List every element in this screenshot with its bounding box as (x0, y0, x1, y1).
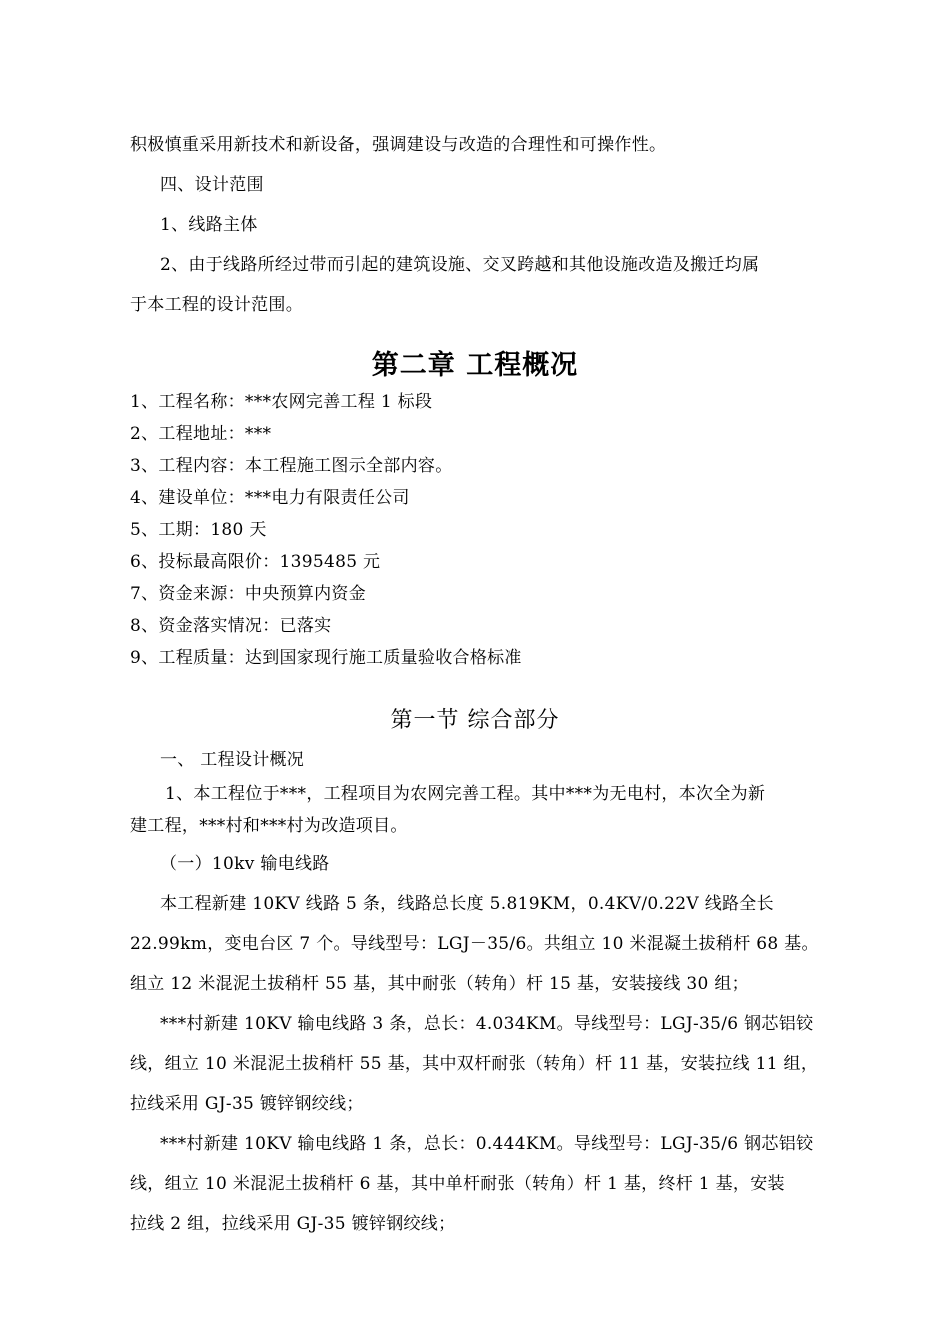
paragraph-line: 2、由于线路所经过带而引起的建筑设施、交叉跨越和其他设施改造及搬迁均属 (160, 255, 760, 275)
info-item: 9、工程质量：达到国家现行施工质量验收合格标准 (130, 648, 522, 668)
paragraph-line: ***村新建 10KV 输电线路 3 条，总长：4.034KM。导线型号：LGJ-35/6 钢芯铝铰 (160, 1014, 814, 1034)
paragraph-line: 建工程，***村和***村为改造项目。 (130, 816, 408, 836)
paragraph-line: ***村新建 10KV 输电线路 1 条，总长：0.444KM。导线型号：LGJ-35/6 钢芯铝铰 (160, 1134, 814, 1154)
chapter-title: 第二章 工程概况 (371, 350, 579, 381)
info-item: 2、工程地址：*** (130, 424, 272, 444)
info-item: 4、建设单位：***电力有限责任公司 (130, 488, 410, 508)
paragraph-line: 22.99km，变电台区 7 个。导线型号：LGJ－35/6。共组立 10 米混凝土拔稍杆 68 基。 (130, 934, 819, 954)
info-item: 1、工程名称：***农网完善工程 1 标段 (130, 392, 433, 412)
info-item: 7、资金来源：中央预算内资金 (130, 584, 367, 604)
subheading: （一）10kv 输电线路 (160, 854, 330, 874)
paragraph-line: 组立 12 米混泥土拔稍杆 55 基，其中耐张（转角）杆 15 基，安装接线 30 组； (130, 974, 749, 994)
paragraph-line: 拉线采用 GJ-35 镀锌钢绞线； (130, 1094, 364, 1114)
paragraph-line: 1、线路主体 (160, 215, 258, 235)
info-item: 5、工期：180 天 (130, 520, 267, 540)
paragraph-line: 本工程新建 10KV 线路 5 条，线路总长度 5.819KM，0.4KV/0.22V 线路全长 (160, 894, 774, 914)
paragraph-line: 1、本工程位于***，工程项目为农网完善工程。其中***为无电村，本次全为新 (165, 784, 766, 804)
info-item: 3、工程内容：本工程施工图示全部内容。 (130, 456, 453, 476)
paragraph-line: 积极慎重采用新技术和新设备，强调建设与改造的合理性和可操作性。 (130, 135, 667, 155)
paragraph-line: 于本工程的设计范围。 (130, 295, 303, 315)
heading-design-scope: 四、设计范围 (160, 175, 264, 195)
info-item: 8、资金落实情况：已落实 (130, 616, 332, 636)
paragraph-line: 线，组立 10 米混泥土拔稍杆 55 基，其中双杆耐张（转角）杆 11 基，安装拉线 11 组， (130, 1054, 819, 1074)
paragraph-line: 线，组立 10 米混泥土拔稍杆 6 基，其中单杆耐张（转角）杆 1 基，终杆 1 基，安装 (130, 1174, 785, 1194)
subheading: 一、 工程设计概况 (160, 750, 305, 770)
section-title: 第一节 综合部分 (390, 708, 560, 733)
paragraph-line: 拉线 2 组，拉线采用 GJ-35 镀锌钢绞线； (130, 1214, 456, 1234)
info-item: 6、投标最高限价：1395485 元 (130, 552, 381, 572)
